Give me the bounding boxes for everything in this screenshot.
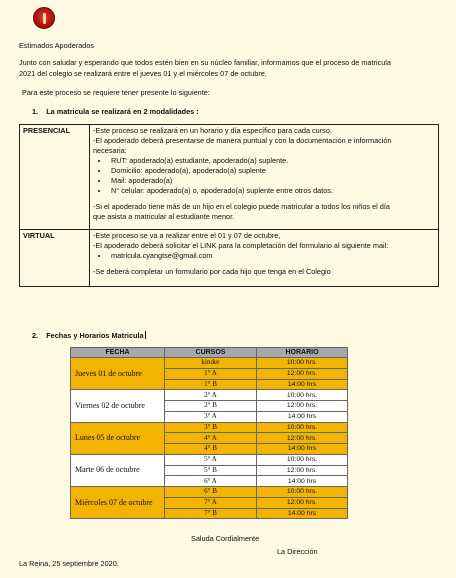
- schedule-course: 5° B: [165, 465, 257, 476]
- schedule-time: 10:00 hrs.: [257, 487, 348, 498]
- schedule-header-row: [71, 348, 348, 358]
- presencial-line-4: -Si el apoderado tiene más de un hijo en el colegio puede matricular a todos los niños el día: [93, 202, 390, 211]
- schedule-time: 12:00 hrs.: [257, 465, 348, 476]
- table-row: [71, 390, 348, 401]
- schedule-time: 14:00 hrs: [257, 508, 348, 519]
- schedule-date: Miércoles 07 de octubre: [71, 487, 165, 519]
- intro-line-1: Junto con saludar y esperando que todos estén bien en su núcleo familiar, informamos que el proceso de matricula: [19, 58, 391, 67]
- closing: Saluda Cordialmente: [191, 534, 260, 543]
- virtual-email-list: [109, 251, 435, 261]
- schedule-time: 12:00 hrs.: [257, 368, 348, 379]
- schedule-date: Jueves 01 de octubre: [71, 358, 165, 390]
- schedule-time: 14:00 hrs: [257, 444, 348, 455]
- presencial-line-3: necesaria:: [93, 146, 127, 155]
- schedule-date: Viernes 02 de octubre: [71, 390, 165, 422]
- email-address: • matricula.cyangtse@gmail.com: [109, 251, 435, 261]
- schedule-course: 4° A: [165, 433, 257, 444]
- greeting: Estimados Apoderados: [19, 41, 95, 50]
- schedule-date: Marte 06 de octubre: [71, 454, 165, 486]
- place-date: La Reina, 25 septiembre 2020.: [19, 559, 119, 568]
- section2-title: Fechas y Horarios Matricula: [46, 331, 144, 340]
- schedule-course: 5° A: [165, 454, 257, 465]
- modality-label-presencial: PRESENCIAL: [20, 125, 90, 230]
- modality-row-presencial: [20, 125, 439, 230]
- schedule-time: 10:00 hrs.: [257, 390, 348, 401]
- schedule-time: 12:00 hrs.: [257, 497, 348, 508]
- schedule-time: 12:00 hrs.: [257, 433, 348, 444]
- schedule-course: 7° B: [165, 508, 257, 519]
- schedule-course: 2° A: [165, 390, 257, 401]
- schedule-course: 6° B: [165, 487, 257, 498]
- schedule-time: 14:00 hrs: [257, 379, 348, 390]
- table-row: [71, 454, 348, 465]
- list-item: • Mail: apoderado(a): [109, 176, 435, 186]
- table-row: [71, 422, 348, 433]
- modality-content-presencial: [90, 125, 439, 230]
- schedule-course: 3° B: [165, 422, 257, 433]
- virtual-line-3: -Se deberá completar un formulario por cada hijo que tenga en el Colegio: [93, 267, 331, 276]
- requirement-line: Para este proceso se requiere tener presente lo siguiente:: [22, 88, 210, 97]
- presencial-requirements-list: [109, 156, 435, 196]
- schedule-time: 12:00 hrs.: [257, 401, 348, 412]
- signature: La Dirección: [277, 547, 318, 556]
- table-row: [71, 487, 348, 498]
- schedule-body: [71, 358, 348, 519]
- schedule-course: 7° A: [165, 497, 257, 508]
- schedule-course: 6° A: [165, 476, 257, 487]
- intro-line-2: 2021 del colegio se realizará entre el jueves 01 y el miércoles 07 de octubre.: [19, 69, 267, 78]
- schedule-course: 4° B: [165, 444, 257, 455]
- schedule-course: 1° B: [165, 379, 257, 390]
- list-item: • RUT: apoderado(a) estudiante, apoderado(a) suplente.: [109, 156, 435, 166]
- modality-label-virtual: VIRTUAL: [20, 230, 90, 287]
- column-header-horario: HORARIO: [257, 348, 348, 358]
- column-header-fecha: FECHA: [71, 348, 165, 358]
- schedule-time: 10:00 hrs.: [257, 422, 348, 433]
- column-header-cursos: CURSOS: [165, 348, 257, 358]
- text-cursor-icon: [145, 331, 146, 339]
- school-logo-seal-icon: [33, 7, 55, 29]
- schedule-table: [70, 347, 348, 519]
- schedule-course: 1° A: [165, 368, 257, 379]
- list-item: • Domicilio: apoderado(a), apoderado(a) suplente: [109, 166, 435, 176]
- table-row: [71, 358, 348, 369]
- virtual-line-2: -El apoderado deberá solicitar el LINK para la completación del formulario al siguiente mail:: [93, 241, 389, 250]
- schedule-time: 14:00 hrs: [257, 476, 348, 487]
- section2-number: 2.: [32, 331, 39, 340]
- modality-content-virtual: [90, 230, 439, 287]
- schedule-time: 10:00 hrs.: [257, 358, 348, 369]
- section1-number: 1.: [32, 107, 39, 116]
- presencial-line-1: -Este proceso se realizará en un horario y día específico para cada curso.: [93, 126, 332, 135]
- schedule-course: 3° A: [165, 411, 257, 422]
- modalities-table: [19, 124, 439, 287]
- schedule-time: 14:00 hrs: [257, 411, 348, 422]
- presencial-line-2: -El apoderado deberá presentarse de manera puntual y con la documentación e información: [93, 136, 392, 145]
- schedule-course: 2° B: [165, 401, 257, 412]
- presencial-line-5: que asista a matricular al estudiante menor.: [93, 212, 235, 221]
- section1-heading: [32, 107, 199, 117]
- section2-heading: [32, 331, 146, 341]
- list-item: • N° celular: apoderado(a) o, apoderado(a) suplente entre otros datos.: [109, 186, 435, 196]
- modality-row-virtual: [20, 230, 439, 287]
- schedule-date: Lunes 05 de octubre: [71, 422, 165, 454]
- schedule-time: 10:00 hrs.: [257, 454, 348, 465]
- virtual-line-1: -Este proceso se va a realizar entre el 01 y 07 de octubre,: [93, 231, 281, 240]
- schedule-course: kinder: [165, 358, 257, 369]
- section1-title: La matricula se realizará en 2 modalidades :: [46, 107, 199, 116]
